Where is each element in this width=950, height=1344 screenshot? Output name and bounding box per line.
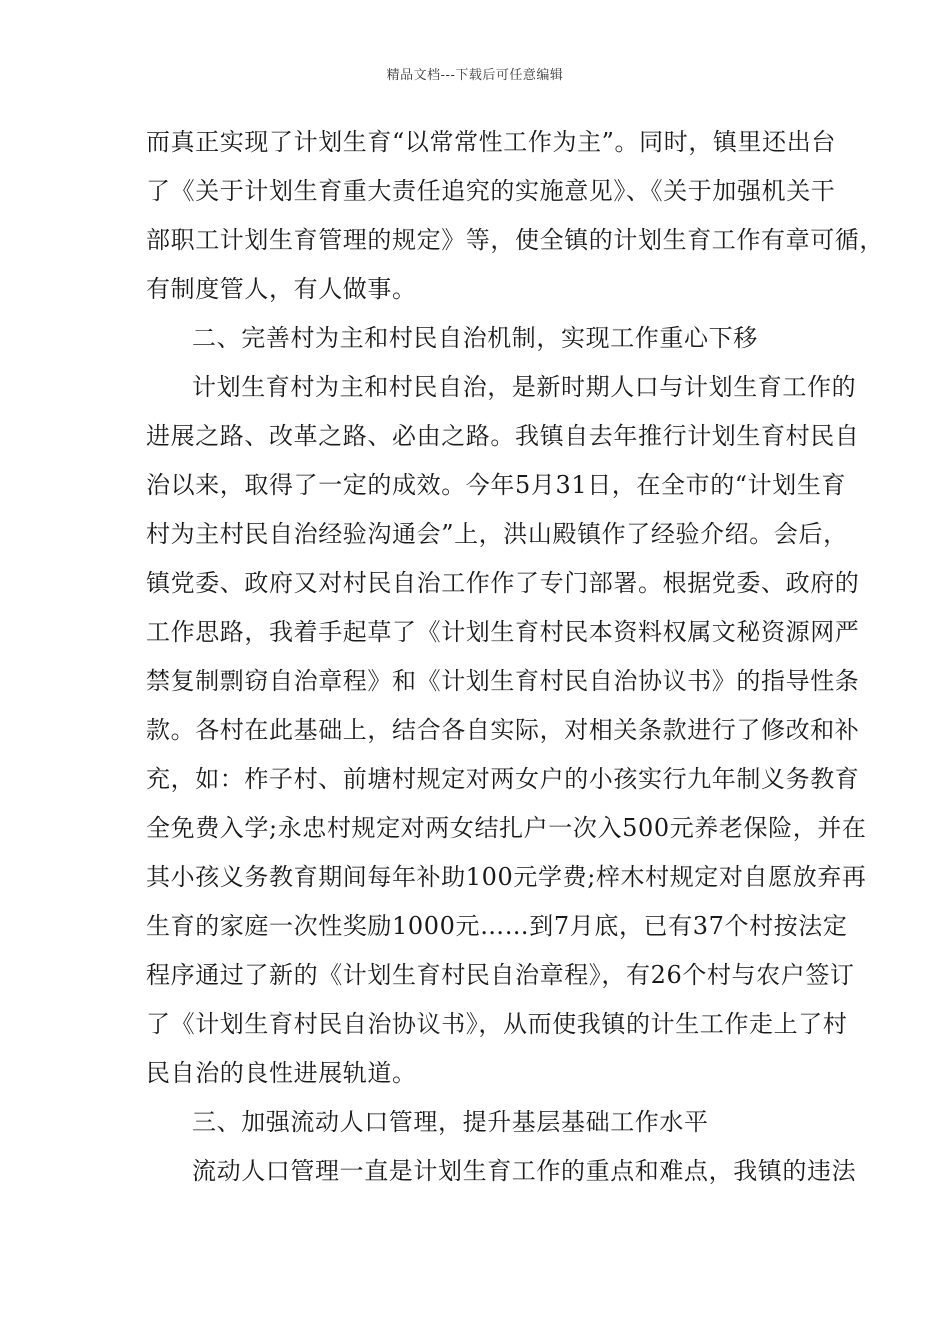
text-line: 进展之路、改革之路、必由之路。我镇自去年推行计划生育村民自	[146, 422, 860, 450]
text-line: 三、加强流动人口管理，提升基层基础工作水平	[192, 1108, 709, 1136]
text-line: 有制度管人，有人做事。	[146, 275, 417, 303]
text-line: 全免费入学;永忠村规定对两女结扎户一次入500元养老保险，并在	[146, 814, 867, 842]
text-line: 村为主村民自治经验沟通会”上，洪山殿镇作了经验介绍。会后，	[146, 520, 848, 548]
text-line: 部职工计划生育管理的规定》等，使全镇的计划生育工作有章可循，	[146, 226, 884, 254]
document-body	[146, 128, 884, 1208]
text-line: 民自治的良性进展轨道。	[146, 1059, 417, 1087]
text-line: 禁复制剽窃自治章程》和《计划生育村民自治协议书》的指导性条	[146, 667, 860, 695]
text-line: 计划生育村为主和村民自治，是新时期人口与计划生育工作的	[192, 373, 857, 401]
text-line: 流动人口管理一直是计划生育工作的重点和难点，我镇的违法	[192, 1157, 857, 1185]
text-line: 生育的家庭一次性奖励1000元……到7月底，已有37个村按法定	[146, 912, 848, 940]
text-line: 充，如：柞子村、前塘村规定对两女户的小孩实行九年制义务教育	[146, 765, 860, 793]
text-line: 工作思路，我着手起草了《计划生育村民本资料权属文秘资源网严	[146, 618, 860, 646]
text-line: 而真正实现了计划生育“以常常性工作为主”。同时，镇里还出台	[146, 128, 836, 156]
text-line: 其小孩义务教育期间每年补助100元学费;梓木村规定对自愿放弃再	[146, 863, 867, 891]
text-line: 二、完善村为主和村民自治机制，实现工作重心下移	[192, 324, 758, 352]
text-line: 了《关于计划生育重大责任追究的实施意见》、《关于加强机关干	[146, 177, 836, 205]
text-line: 程序通过了新的《计划生育村民自治章程》，有26个村与农户签订	[146, 961, 855, 989]
text-line: 了《计划生育村民自治协议书》，从而使我镇的计生工作走上了村	[146, 1010, 848, 1038]
page-header: 精品文档---下载后可任意编辑	[386, 68, 564, 83]
text-line: 治以来，取得了一定的成效。今年5月31日，在全市的“计划生育	[146, 471, 847, 499]
text-line: 镇党委、政府又对村民自治工作作了专门部署。根据党委、政府的	[146, 569, 860, 597]
text-line: 款。各村在此基础上，结合各自实际，对相关条款进行了修改和补	[146, 716, 860, 744]
